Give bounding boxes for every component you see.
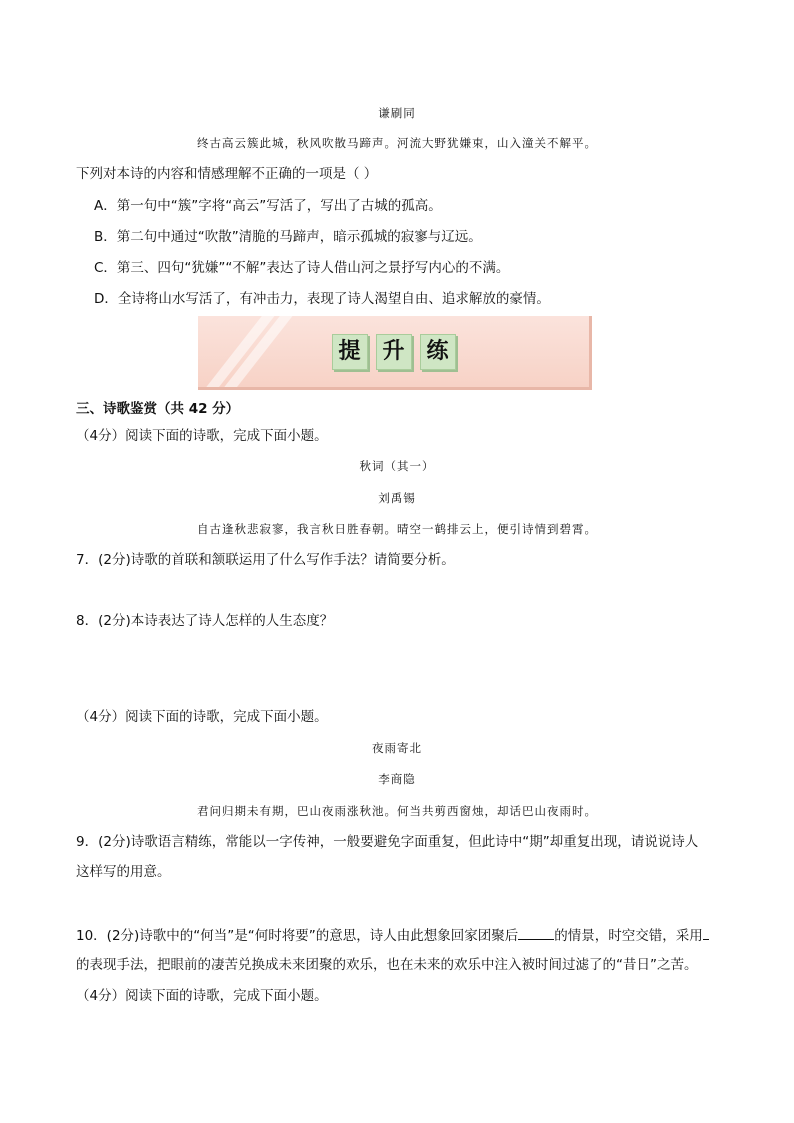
poem-text: 终古高云簇此城，秋风吹散马蹄声。河流大野犹嫌束，山入潼关不解平。: [197, 136, 597, 150]
poem-title: 秋词（其一）: [359, 459, 435, 473]
question-9-cont: 这样写的用意。: [76, 864, 171, 880]
question-10: [76, 925, 709, 945]
answer-blank[interactable]: [703, 925, 709, 940]
banner-char: 升: [376, 334, 412, 370]
q10-text: 的情景，时空交错，采用: [554, 928, 703, 944]
option-b: B．第二句中通过“吹散”清脆的马蹄声，暗示孤城的寂寥与辽远。: [94, 229, 482, 245]
answer-blank[interactable]: [518, 925, 554, 940]
poem-title: 夜雨寄北: [372, 741, 422, 755]
poem-author: 刘禹锡: [378, 491, 416, 505]
question-9: 9．(2分)诗歌语言精练，常能以一字传神，一般要避免字面重复，但此诗中“期”却重复出现，请说说诗人: [76, 834, 699, 850]
option-c: C．第三、四句“犹嫌”“不解”表达了诗人借山河之景抒写内心的不满。: [94, 260, 510, 276]
group-intro: （4分）阅读下面的诗歌，完成下面小题。: [76, 428, 328, 444]
practice-banner: [198, 316, 592, 390]
option-d: D．全诗将山水写活了，有冲击力，表现了诗人渴望自由、追求解放的豪情。: [94, 291, 550, 307]
poem-title: 谦刷同: [378, 106, 416, 120]
option-a: A．第一句中“簇”字将“高云”写活了，写出了古城的孤高。: [94, 198, 442, 214]
question-8: 8．(2分)本诗表达了诗人怎样的人生态度？: [76, 613, 334, 629]
banner-char: 练: [420, 334, 456, 370]
group-intro: （4分）阅读下面的诗歌，完成下面小题。: [76, 709, 328, 725]
question-7: 7．(2分)诗歌的首联和颔联运用了什么写作手法？请简要分析。: [76, 552, 455, 568]
banner-char: 提: [332, 334, 368, 370]
poem-author: 李商隐: [378, 772, 416, 786]
question-stem: 下列对本诗的内容和情感理解不正确的一项是（ ）: [76, 166, 378, 182]
group-intro: （4分）阅读下面的诗歌，完成下面小题。: [76, 988, 328, 1004]
poem-text: 自古逢秋悲寂寥，我言秋日胜春朝。晴空一鹤排云上，便引诗情到碧霄。: [197, 522, 597, 536]
question-10-cont: 的表现手法，把眼前的凄苦兑换成未来团聚的欢乐，也在未来的欢乐中注入被时间过滤了的“昔日”之苦。: [76, 957, 698, 973]
poem-text: 君问归期未有期，巴山夜雨涨秋池。何当共剪西窗烛，却话巴山夜雨时。: [197, 804, 597, 818]
q10-text: 10．(2分)诗歌中的“何当”是“何时将要”的意思，诗人由此想象回家团聚后: [76, 928, 519, 944]
section-heading: 三、诗歌鉴赏（共 42 分）: [76, 401, 240, 417]
